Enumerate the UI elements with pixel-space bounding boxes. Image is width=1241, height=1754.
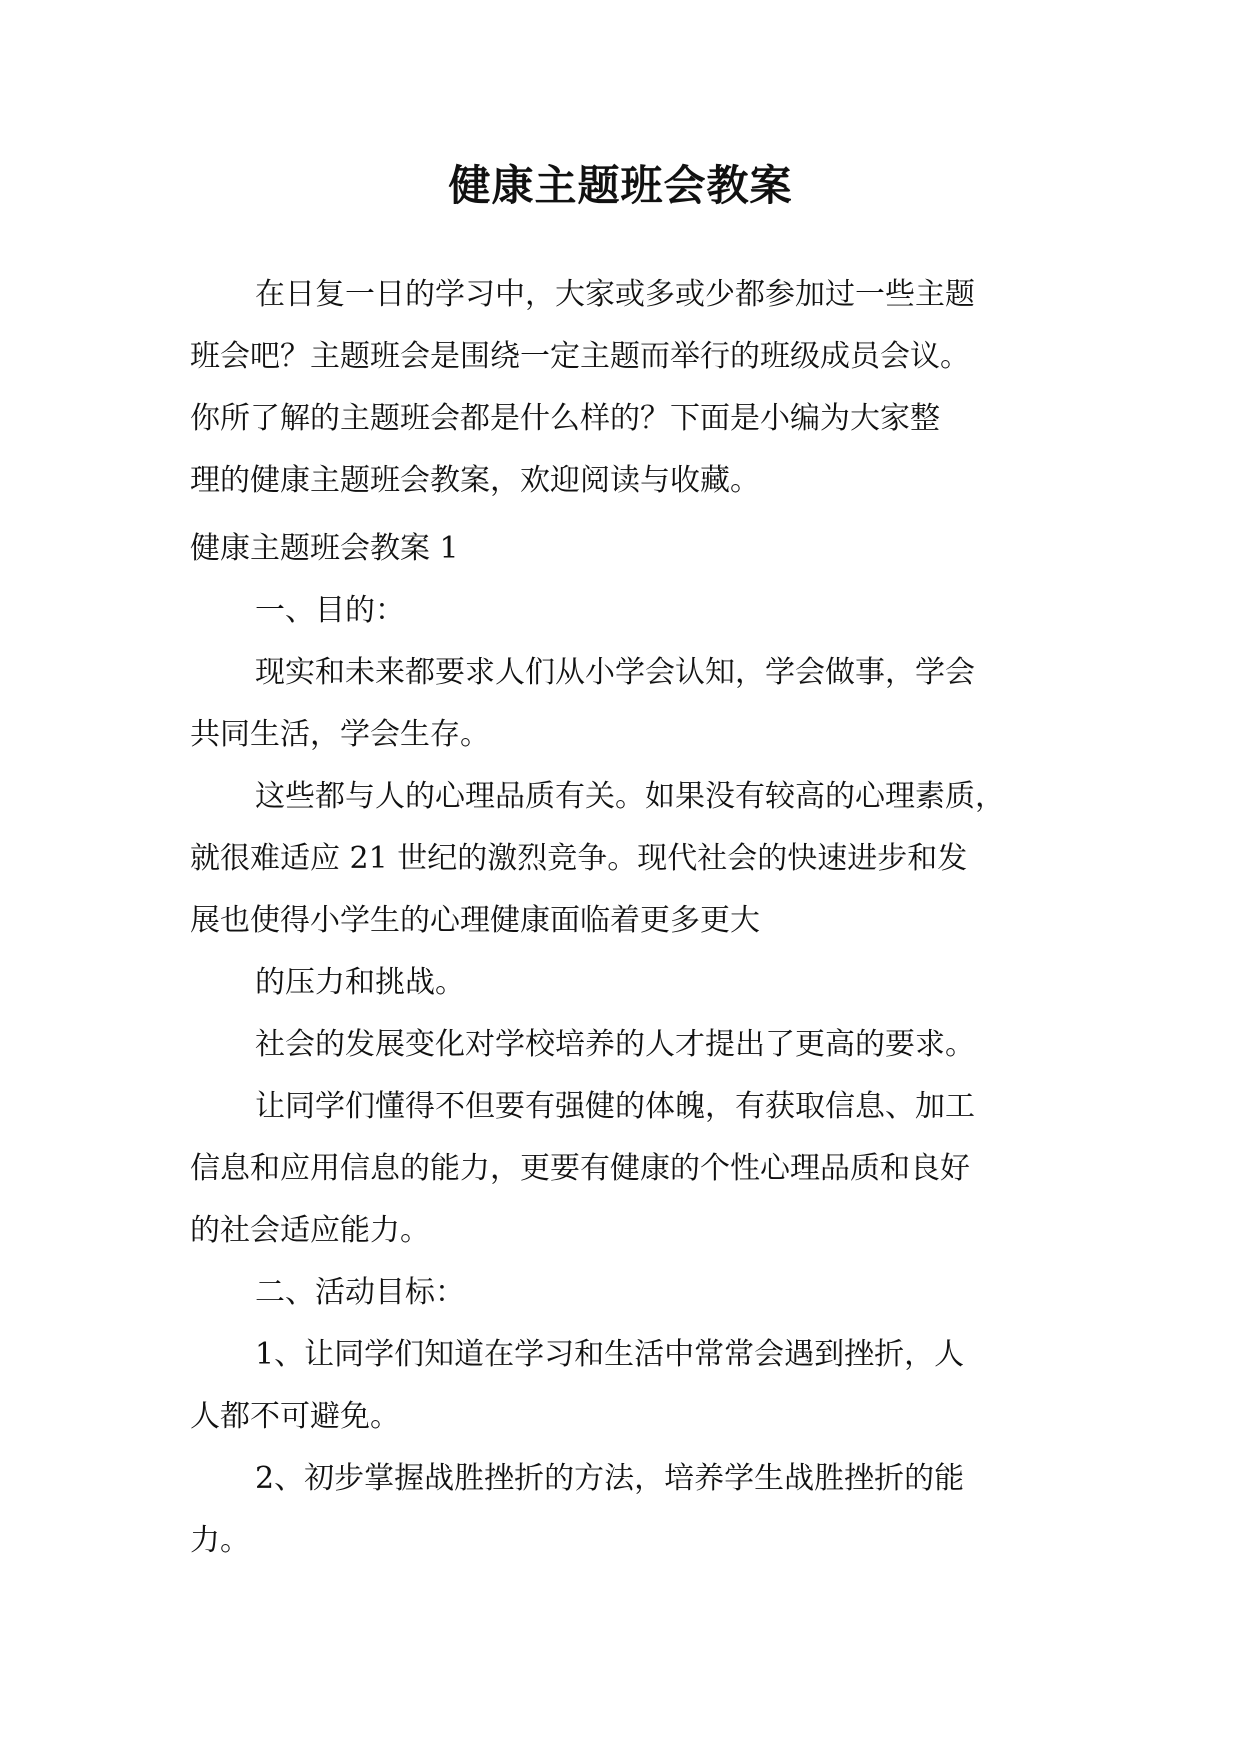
section-1 <box>190 518 1056 1572</box>
paragraph-line: 的社会适应能力。 <box>190 1213 430 1248</box>
goal-item: 2、初步掌握战胜挫折的方法，培养学生战胜挫折的能 <box>255 1461 965 1496</box>
paragraph-line: 这些都与人的心理品质有关。如果没有较高的心理素质， <box>255 779 1005 814</box>
document-title: 健康主题班会教案 <box>448 161 793 210</box>
paragraph-line: 社会的发展变化对学校培养的人才提出了更高的要求。 <box>255 1027 975 1062</box>
goal-item: 力。 <box>190 1523 250 1558</box>
goal-item: 人都不可避免。 <box>190 1399 400 1434</box>
paragraph-line: 展也使得小学生的心理健康面临着更多更大 <box>190 903 760 938</box>
paragraph-line: 让同学们懂得不但要有强健的体魄，有获取信息、加工 <box>255 1089 975 1124</box>
heading-purpose: 一、目的： <box>255 593 405 628</box>
paragraph-line: 现实和未来都要求人们从小学会认知，学会做事，学会 <box>255 655 975 690</box>
intro-line: 在日复一日的学习中，大家或多或少都参加过一些主题 <box>255 277 975 312</box>
section-title: 健康主题班会教案 1 <box>190 531 459 566</box>
paragraph-line: 信息和应用信息的能力，更要有健康的个性心理品质和良好 <box>190 1151 970 1186</box>
intro-line: 班会吧？主题班会是围绕一定主题而举行的班级成员会议。 <box>190 339 970 374</box>
paragraph-line: 的压力和挑战。 <box>255 965 465 1000</box>
intro-paragraph <box>190 264 1056 512</box>
heading-activity-goals: 二、活动目标： <box>255 1275 465 1310</box>
paragraph-line: 就很难适应 21 世纪的激烈竞争。现代社会的快速进步和发 <box>190 841 968 876</box>
intro-line: 你所了解的主题班会都是什么样的？下面是小编为大家整 <box>190 401 940 436</box>
intro-line: 理的健康主题班会教案，欢迎阅读与收藏。 <box>190 463 760 498</box>
goal-item: 1、让同学们知道在学习和生活中常常会遇到挫折，人 <box>255 1337 965 1372</box>
paragraph-line: 共同生活，学会生存。 <box>190 717 490 752</box>
